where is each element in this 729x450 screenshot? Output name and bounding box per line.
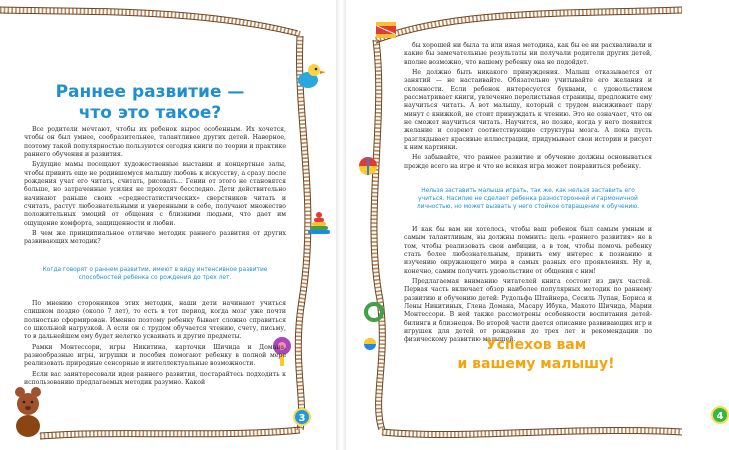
bottom-railway-track — [382, 427, 682, 437]
top-railway-track — [376, 7, 682, 43]
paragraph: Предлагаемая вниманию читателей книга состоит из двух частей. Первая часть включает обзор наиболее популярных методик по раннему развитию и обучению детей: Рудольфа Штайнера, Сесиль Лупан, Бориса и Лены Никитиных, Глена Домана, Масару Ибука, Макото Шичида, Марии Монтессори. В ней также рассмотрены особенности воспитания детей-билингв и близнецов. Во второй части дается описание развивающих игр и игрушек для детей от рождения до трех лет и рекомендации по физическому развитию малышей. — [404, 278, 652, 344]
paragraph: Все родители мечтают, чтобы их ребенок вырос особенным. Их хочется, чтобы он был умнее, сообразительнее, талантливее других детей. Наверное, поэтому такой популярностью пользуются сегодня книги по теории и практике раннего обучения и развития. — [24, 126, 286, 159]
toy-ball-small-icon — [364, 338, 376, 350]
toy-ball-icon — [359, 157, 377, 175]
page-number-left: 3 — [293, 408, 311, 426]
closing-wish — [436, 336, 636, 374]
page-title — [40, 82, 260, 124]
right-callout: Нельзя заставить малыша играть, так же, как нельзя заставить его учиться. Насилие не сделает ребенка разносторонней и гармоничной личностью, но может вызвать у него стойкое отвращение к обучению. — [416, 188, 640, 210]
paragraph: По мнению сторонников этих методик, наши дети начинают учиться слишком поздно (около 7 лет), то есть в тот период, когда мозг уже почти полностью сформирован. Именно поэтому ребенку бывает сложно справиться со школьной нагрузкой. А если он с трудом обучается чтению, счету, письму, то в дальнейшем ему будет нелегко усваивать и другие предметы. — [24, 300, 286, 341]
closing-line-2: и вашему малышу! — [457, 356, 615, 372]
paragraph: И как бы вам ни хотелось, чтобы ваш ребенок был самым умным и самым талантливым, вы должны помнить: цель «раннего развития» не в том, чтобы реализовать свои амбиции, а в том, чтобы помочь ребенку стать более любознательным, привить ему интерес к познанию и изучению окружающего мира в самых разных его проявлениях. Ну и, конечно, самим получить удовольствие от общения с ним! — [404, 226, 652, 275]
page-number-right: 4 — [711, 406, 729, 424]
right-body-text-bottom — [404, 226, 652, 347]
paragraph: Не должно быть никакого принуждения. Малыш отказывается от занятий — не настаивайте. Обязательно учитывайте его желания и склонности. Если ребенок интересуется буквами, с удовольствием рассматривает книги, увлеченно перелистывая страницы, предложите ему научиться читать. А вот малышу, который с трудом высиживает пару минут с книжкой, не стоит принуждать к чтению. Это не означает, что он не сможет научиться читать. Научится, но позже, когда у него появится желание и созреют соответствующие структуры мозга. А пока пусть разглядывает красивые иллюстрации, придумывает свои истории и рисует к ним картинки. — [404, 69, 652, 152]
title-line-2: что это такое? — [78, 103, 222, 123]
paragraph: Если вас заинтересовали идеи раннего развития, постарайтесь подходить к использованию предлагаемых методик разумно. Какой — [24, 370, 286, 387]
toy-drum-icon — [376, 22, 396, 38]
paragraph: Рамки Монтессори, игры Никитина, карточки Шичида и Домана, разнообразные игры, игрушки и пособия помогают ребенку в полной мере реализовать природные сенсорные и интеллектуальные возможности. — [24, 343, 286, 368]
bottom-railway-track — [40, 427, 300, 439]
paragraph: В чем же принципиальное отличие методик раннего развития от других развивающих методик? — [24, 230, 286, 246]
left-page — [0, 0, 336, 450]
title-line-1: Раннее развитие — — [55, 82, 245, 102]
left-callout: Когда говорят о раннем развитии, имеют в виду интенсивное развитие способностей ребенка со рождения до трех лет. — [42, 267, 268, 281]
closing-line-1: Успехов вам — [485, 337, 587, 353]
paragraph: бы хорошей ни была та или иная методика, как бы ее ни расхваливали и какие бы замечательные результаты ни получали родители других детей, вполне возможно, что вашему ребенку она не подойдет. — [404, 42, 652, 66]
toy-teddy-bear-icon — [15, 387, 41, 437]
top-railway-track — [0, 7, 302, 37]
paragraph: Не забывайте, что раннее развитие и обучение должны основываться прежде всего на игре и что не всякая игра может понравиться ребенку. — [404, 154, 652, 170]
right-body-text-top — [404, 42, 652, 173]
left-body-text-top — [24, 126, 286, 249]
paragraph: Будущие мамы посещают художественные выставки и концертные залы, чтобы привить еще не родившемуся малышу любовь к искусству, а сразу после рождения учат его читать, считать, рисовать... Гении от этого не становятся больше, но затраченные усилия не проходят бесследно. Дети действительно начинают раньше своих «среднестатистических» сверстников читать и считать, растут любознательными и уверенными в себе, получают множество положительных эмоций от общения с близкими людьми, что дает им ощущение комфорта, защищенности и любви. — [24, 161, 286, 227]
book-gutter — [336, 0, 346, 450]
left-railway-track — [371, 40, 385, 430]
toy-ring-icon — [366, 304, 382, 320]
left-body-text-bottom — [24, 300, 286, 389]
